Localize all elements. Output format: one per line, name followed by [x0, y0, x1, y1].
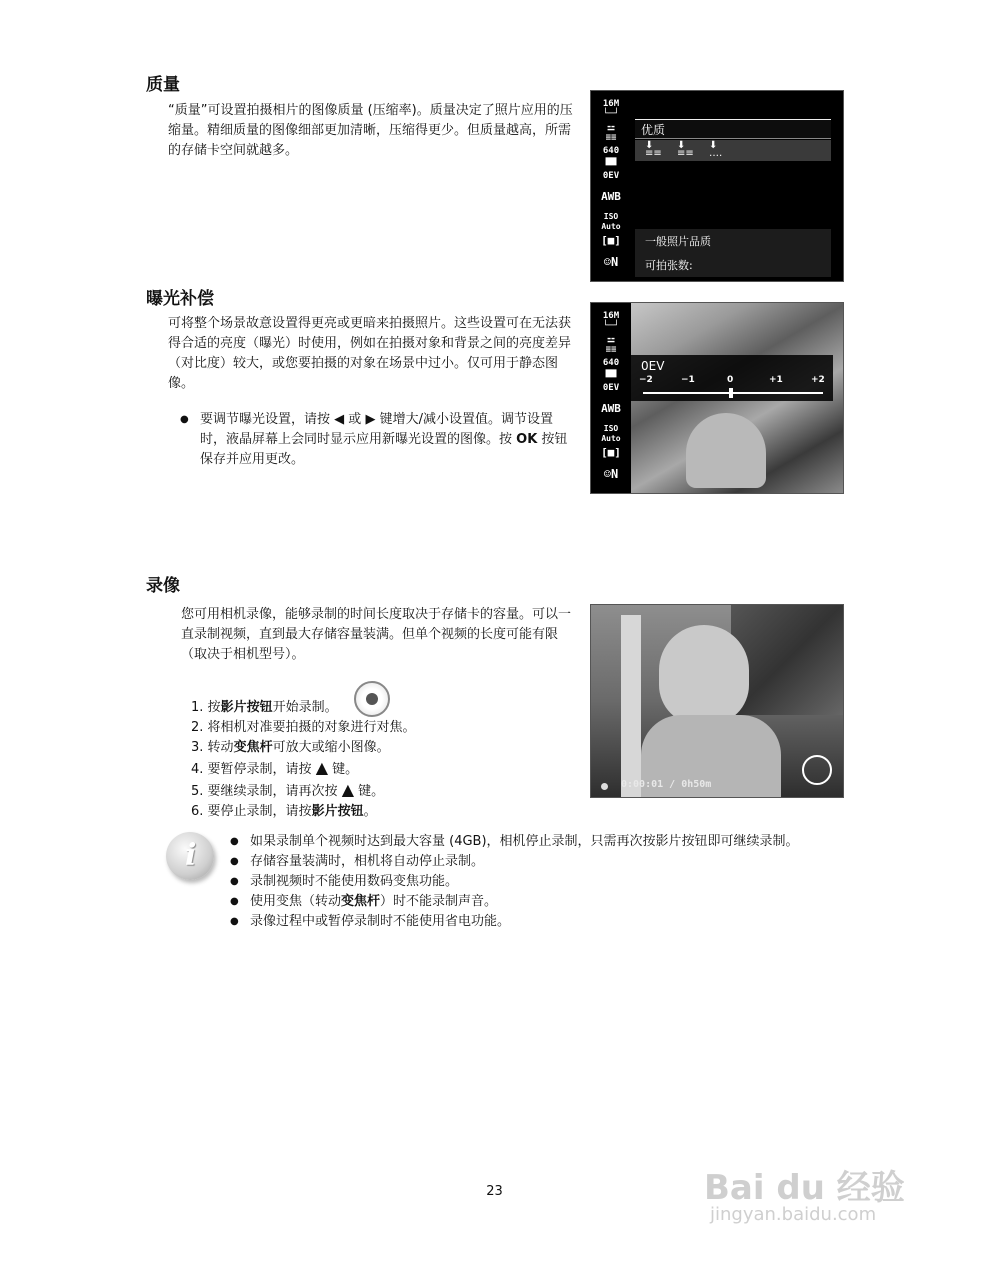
list-item: 4. 要暂停录制，请按 ▲ 键。: [191, 758, 359, 777]
list-item: 1. 按影片按钮开始录制。: [191, 700, 338, 715]
info-label-quality: 一般照片品质: [645, 235, 711, 248]
camera-icon-column: [591, 303, 631, 493]
watermark-url: jingyan.baidu.com: [710, 1204, 877, 1225]
movie-steps: [191, 698, 551, 822]
list-item: ● 存储容量装满时，相机将自动停止录制。: [226, 852, 848, 872]
options-row: [635, 140, 831, 161]
video-size-icon: 640 ▆▆: [602, 146, 620, 166]
ev-icon: 0EV: [602, 383, 620, 393]
movie-paragraph: 您可用相机录像，能够录制的时间长度取决于存储卡的容量。可以一直录制视频，直到最大存储容量装满。但单个视频的长度可能有限（取决于相机型号）。: [181, 607, 572, 662]
fine-quality-icon[interactable]: ⬇ ≡≡: [645, 140, 662, 159]
page-number: 23: [486, 1184, 503, 1199]
iso-icon: ISO Auto: [601, 212, 621, 231]
ev-scale: −2 −1 0 +1 +2: [639, 375, 825, 385]
ev-icon: 0EV: [602, 171, 620, 181]
ev-slider-thumb[interactable]: [729, 388, 733, 398]
list-item: 6. 要停止录制，请按影片按钮。: [191, 804, 377, 819]
list-item: ● 录像过程中或暂停录制时不能使用省电功能。: [226, 912, 848, 932]
right-arrow-icon: ▶: [365, 412, 376, 427]
quality-paragraph: “质量”可设置拍摄相片的图像质量 (压缩率)。质量决定了照片应用的压缩量。精细质量的图像细部更加清晰，压缩得更少。但质量越高，所需的存储卡空间就越多。: [168, 103, 573, 158]
list-item: ● 录制视频时不能使用数码变焦功能。: [226, 872, 848, 892]
metering-icon: [■]: [601, 446, 621, 459]
camera-icon-column: [591, 91, 631, 281]
list-item: ● 要调节曝光设置，请按 ◀ 或 ▶ 键增大/减小设置值。调节设置时，液晶屏幕上会同时显示应用新曝光设置的图像。按 OK 按钮保存并应用更改。: [176, 410, 576, 470]
ev-panel: [631, 355, 833, 401]
scene-figure: [686, 413, 766, 488]
exposure-paragraph: 可将整个场景故意设置得更亮或更暗来拍摄照片。这些设置可在无法获得合适的亮度（曝光）时使用，例如在拍摄对象和背景之间的亮度差异（对比度）较大，或您要拍摄的对象在场景中过小。仅可用于静态图像。: [168, 316, 572, 391]
exposure-screenshot: [590, 302, 844, 494]
exposure-bullet: [176, 410, 576, 470]
quality-menu-screenshot: [590, 90, 844, 282]
info-label-shots: 可拍张数:: [645, 259, 693, 272]
zoom-indicator-icon: [802, 755, 832, 785]
video-size-icon: 640 ▆▆: [602, 358, 620, 378]
recording-time: 0:00:01 / 0h50m: [621, 779, 712, 790]
selected-option-label: 优质: [641, 123, 666, 137]
movie-screenshot: [590, 604, 844, 798]
ev-slider-track[interactable]: [643, 392, 823, 394]
ok-button-label: OK: [516, 432, 538, 447]
section-title-quality: 质量: [146, 75, 180, 95]
face-detect-icon: ☺N: [603, 467, 619, 481]
info-icon: i: [166, 832, 214, 880]
section-title-exposure: 曝光补偿: [146, 289, 214, 309]
list-item: ● 使用变焦（转动变焦杆）时不能录制声音。: [226, 892, 848, 912]
quality-icon: ⚍ ≡≡: [605, 335, 617, 355]
list-item: 2. 将相机对准要拍摄的对象进行对焦。: [191, 720, 416, 735]
up-arrow-icon: ▲: [315, 758, 329, 777]
scene-child-face: [659, 625, 749, 725]
awb-icon: AWB: [601, 402, 621, 415]
left-arrow-icon: ◀: [334, 412, 345, 427]
list-item: 3. 转动变焦杆可放大或缩小图像。: [191, 740, 390, 755]
normal-quality-icon[interactable]: ⬇ ≡≡: [677, 140, 694, 159]
metering-icon: [■]: [601, 234, 621, 247]
face-detect-icon: ☺N: [603, 255, 619, 269]
quality-icon: ⚍ ≡≡: [605, 123, 617, 143]
watermark-logo: Bai du 经验: [704, 1168, 905, 1208]
economy-quality-icon[interactable]: ⬇ ‥‥: [709, 140, 723, 159]
up-arrow-icon: ▲: [341, 780, 355, 799]
movie-notes: [226, 832, 848, 932]
ev-value-label: 0EV: [641, 359, 665, 373]
recording-indicator-icon: [601, 783, 608, 790]
list-item: 5. 要继续录制，请再次按 ▲ 键。: [191, 780, 385, 799]
resolution-icon: 16M └─┘: [602, 99, 620, 119]
iso-icon: ISO Auto: [601, 424, 621, 443]
resolution-icon: 16M └─┘: [602, 311, 620, 331]
awb-icon: AWB: [601, 190, 621, 203]
section-title-movie: 录像: [146, 576, 180, 596]
scene-chair-left: [621, 615, 641, 797]
list-item: ● 如果录制单个视频时达到最大容量 (4GB)，相机停止录制，只需再次按影片按钮即可继续录制。: [226, 832, 848, 852]
info-panel: [635, 229, 831, 277]
